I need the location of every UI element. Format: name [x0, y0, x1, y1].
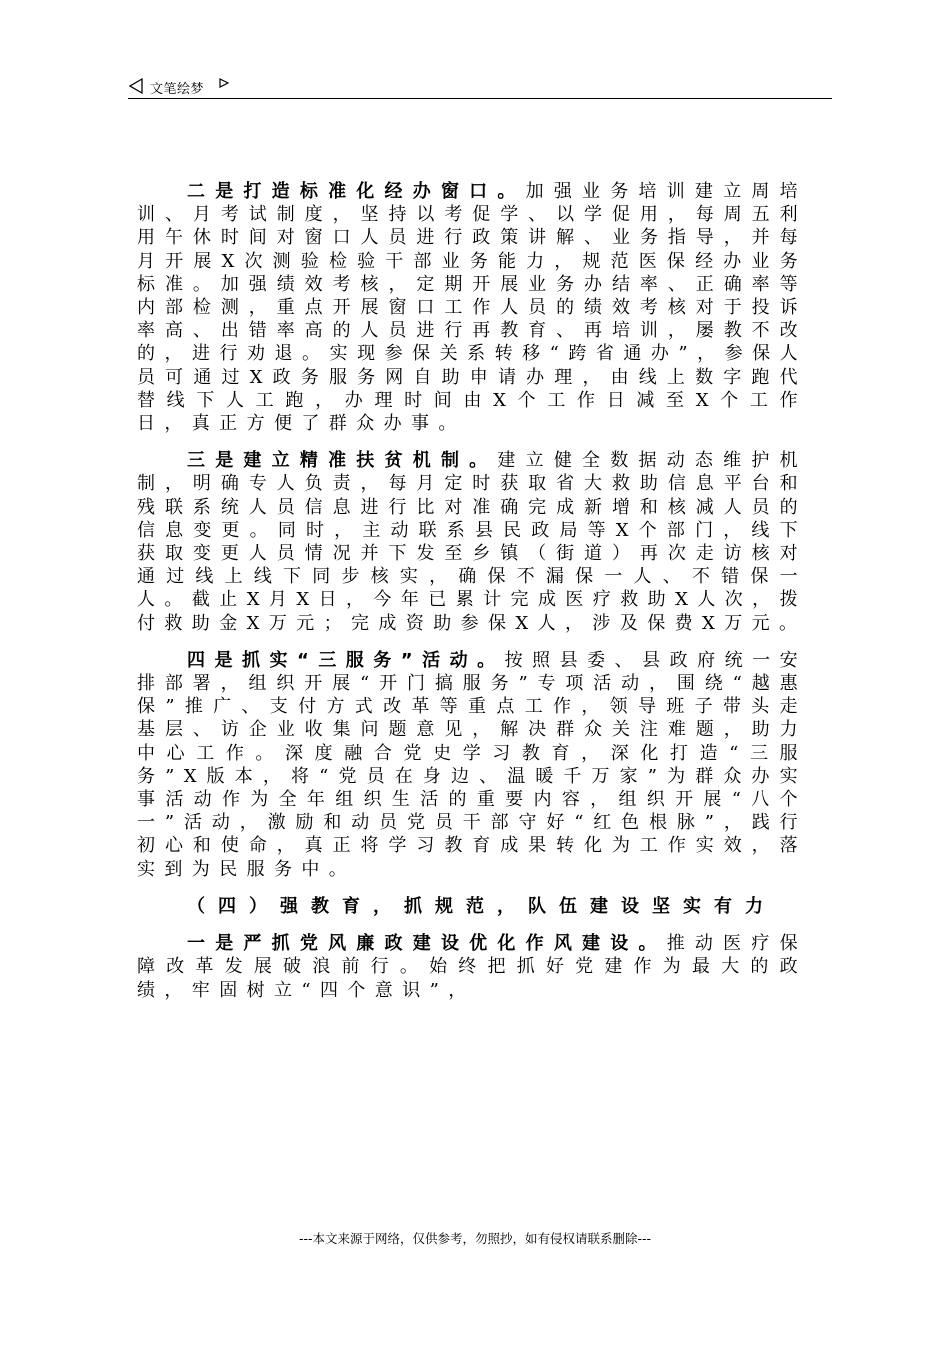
paragraph-lead: 一是严抓党风廉政建设优化作风建设。: [187, 933, 667, 955]
paragraph-body: 建立健全数据动态维护机制，明确专人负责，每月定时获取省大救助信息平台和残联系统人员信息进行比对准确完成新增和核减人员的信息变更。同时，主动联系县民政局等X个部门，线下获取变更人员情况并下发至乡镇（街道）再次走访核对通过线上线下同步核实，确保不漏保一人、不错保一人。截止X月X日，今年已累计完成医疗救助X人次，拨付救助金X万元；完成资助参保X人，涉及保费X万元。: [137, 450, 807, 634]
triangle-left-icon: [128, 78, 144, 94]
paragraph-body: 推动医疗保障改革发展破浪前行。始终把抓好党建作为最大的政绩，牢固树立“四个意识”，: [137, 933, 807, 1001]
header-brand: 文笔绘梦: [150, 82, 205, 97]
paragraph-window: [137, 180, 807, 435]
section-heading: （四）强教育，抓规范，队伍建设坚实有力: [187, 895, 776, 917]
paragraph-service: [137, 649, 807, 881]
paragraph-lead: 三是建立精准扶贫机制。: [187, 450, 498, 472]
paragraph-conduct: [137, 932, 807, 1002]
paragraph-lead: 四是抓实“三服务”活动。: [187, 649, 505, 671]
document-body: [137, 180, 807, 1016]
page-footer: ---本文来源于网络，仅供参考，勿照抄，如有侵权请联系删除---: [298, 1231, 652, 1246]
triangle-right-icon: [218, 77, 230, 89]
paragraph-poverty: [137, 449, 807, 635]
paragraph-body: 加强业务培训建立周培训、月考试制度，坚持以考促学、以学促用，每周五利用午休时间对窗口人员进行政策讲解、业务指导，并每月开展X次测验检验干部业务能力，规范医保经办业务标准。加强绩效考核，定期开展业务办结率、正确率等内部检测，重点开展窗口工作人员的绩效考核对于投诉率高、出错率高的人员进行再教育、再培训，屡教不改的，进行劝退。实现参保关系转移“跨省通办”，参保人员可通过X政务服务网自助申请办理，由线上数字跑代替线下人工跑，办理时间由X个工作日减至X个工作日，真正方便了群众办事。: [137, 181, 807, 435]
paragraph-lead: 二是打造标准化经办窗口。: [187, 181, 526, 202]
page-header: [128, 72, 832, 99]
paragraph-body: 按照县委、县政府统一安排部署，组织开展“开门搞服务”专项活动，围绕“越惠保”推广、支付方式改革等重点工作，领导班子带头走基层、访企业收集问题意见，解决群众关注难题，助力中心工作。深度融合党史学习教育，深化打造“三服务”X版本，将“党员在身边、温暖千万家”为群众办实事活动作为全年组织生活的重要内容，组织开展“八个一”活动，激励和动员党员干部守好“红色根脉”，践行初心和使命，真正将学习教育成果转化为工作实效，落实到为民服务中。: [137, 649, 807, 880]
